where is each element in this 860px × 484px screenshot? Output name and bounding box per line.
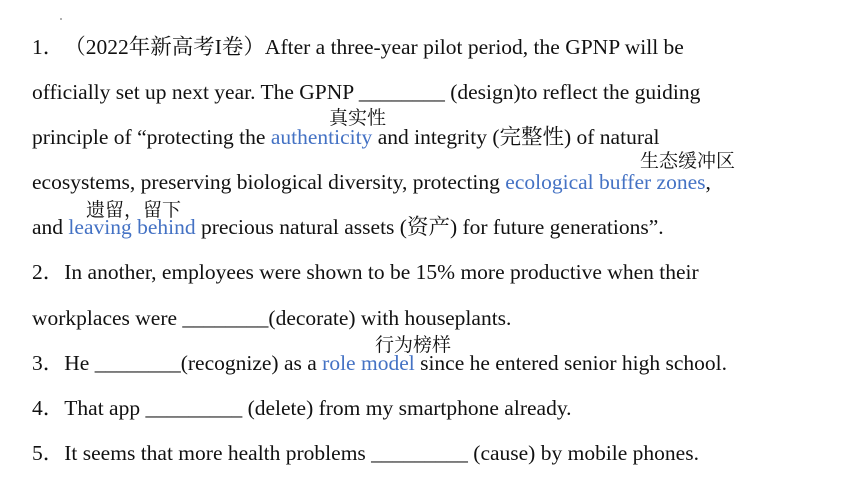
highlight-ecological-buffer-zones: ecological buffer zones xyxy=(505,170,706,194)
sentence-text: （2022年新高考I卷）After a three-year pilot period, the GPNP will be xyxy=(64,35,684,59)
sentence-text: and xyxy=(32,215,69,239)
sentence-text: officially set up next year. The GPNP ________ (design)to reflect the guiding xyxy=(32,80,701,104)
gloss-leaving-behind: 遗留，留下 xyxy=(86,199,182,221)
sentence-text: precious natural assets (资产) for future generations”. xyxy=(195,215,664,239)
item-number: 4． xyxy=(32,396,65,420)
sentence-text: principle of “protecting the xyxy=(32,125,271,149)
sentence-text: workplaces were ________(decorate) with houseplants. xyxy=(32,306,512,330)
sentence-text: It seems that more health problems _________ (cause) by mobile phones. xyxy=(64,441,699,465)
sentence-text: ecosystems, preserving biological diversity, protecting xyxy=(32,170,506,194)
sentence-text: and integrity (完整性) of natural xyxy=(372,125,660,149)
item-number: 2． xyxy=(32,260,65,284)
item-1-line-2 xyxy=(32,78,700,106)
item-2-line-1 xyxy=(32,258,699,286)
sentence-text: That app _________ (delete) from my smartphone already. xyxy=(64,396,572,420)
item-number: 3． xyxy=(32,351,65,375)
highlight-leaving-behind: leaving behind xyxy=(68,215,196,239)
sentence-text: since he entered senior high school. xyxy=(414,351,727,375)
item-1-line-1 xyxy=(32,33,684,61)
item-1-line-4 xyxy=(32,168,711,196)
decorative-dot xyxy=(60,18,62,20)
gloss-role-model: 行为榜样 xyxy=(375,334,452,356)
sentence-text: He ________(recognize) as a xyxy=(64,351,323,375)
gloss-authenticity: 真实性 xyxy=(329,107,387,129)
item-2-line-2 xyxy=(32,304,511,332)
item-4-line-1 xyxy=(32,394,572,422)
gloss-ecological-buffer-zones: 生态缓冲区 xyxy=(640,150,736,172)
sentence-text: , xyxy=(705,170,711,194)
sentence-text: In another, employees were shown to be 15% more productive when their xyxy=(64,260,699,284)
item-5-line-1 xyxy=(32,439,699,467)
item-number: 1． xyxy=(32,35,65,59)
highlight-role-model: role model xyxy=(322,351,415,375)
item-number: 5． xyxy=(32,441,65,465)
highlight-authenticity: authenticity xyxy=(270,125,373,149)
